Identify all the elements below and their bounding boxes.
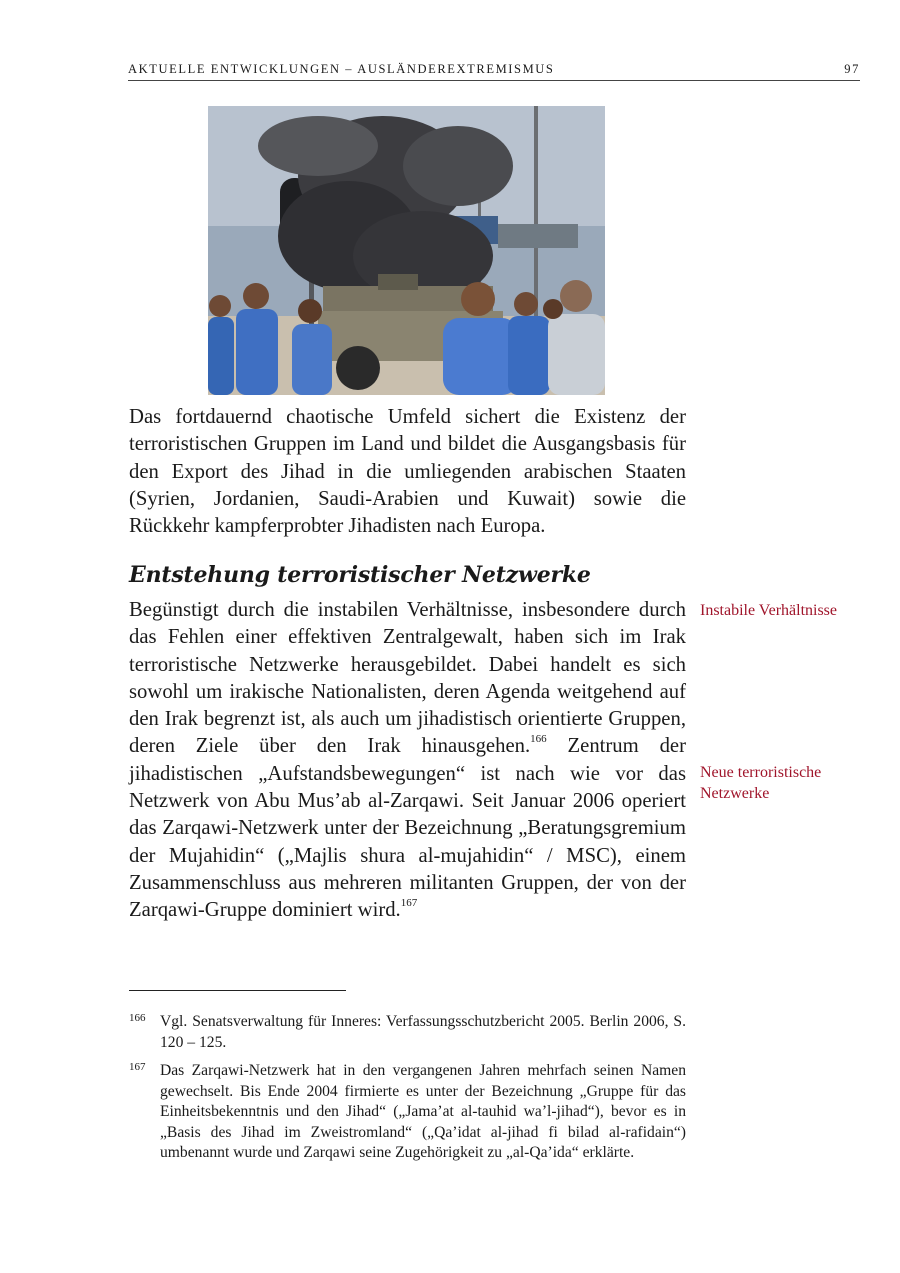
running-header <box>128 62 860 81</box>
footnote-ref-167[interactable]: 167 <box>400 897 418 910</box>
footnote-text: Das Zarqawi-Netzwerk hat in den vergangenen Jahren mehrfach seinen Namen gewechselt. Bis Ende 2004 firmierte es unter der Bezeichnung „Gruppe für das Einheitsbekenntnis und den Jihad“ („Jama’at al-tauhid wa’l-jihad“), bevor es in „Basis des Jihad im Zweistromland“ („Qa’idat al-jihad fi bilad al-rafidain“) umbenannt wurde und Zarqawi seine Zugehörigkeit zu „al-Qa’ida“ erklärte. <box>160 1062 686 1162</box>
news-photo-icon <box>208 106 605 395</box>
footnote-text: Vgl. Senatsverwaltung für Inneres: Verfassungsschutzbericht 2005. Berlin 2006, S. 120 – 125. <box>160 1013 686 1051</box>
footnote-number: 166 <box>129 1012 146 1024</box>
footnote-divider <box>129 990 346 991</box>
body-paragraph-2-part-1: Begünstigt durch die instabilen Verhältnisse, insbesondere durch das Fehlen einer effektiven Zentralgewalt, haben sich im Irak terroristische Netzwerke herausgebildet. Dabei handelt es sich sowohl um irakische Nationalisten, deren Agenda weitgehend auf den Irak begrenzt ist, als auch um jihadistisch orientierte Gruppen, deren Ziele über den Irak hinausgehen. <box>129 599 686 758</box>
news-photo <box>208 106 605 395</box>
section-heading: Entstehung terroristischer Netzwerke <box>129 562 591 588</box>
margin-note-netzwerke: Neue terroristische Netzwerke <box>700 764 822 802</box>
footnote-167 <box>129 1061 686 1164</box>
body-paragraph-2 <box>129 597 686 925</box>
running-title: AKTUELLE ENTWICKLUNGEN – AUSLÄNDEREXTREMISMUS <box>128 62 555 76</box>
body-paragraph-1: Das fortdauernd chaotische Umfeld sichert die Existenz der terroristischen Gruppen im Land und bildet die Ausgangsbasis für den Export des Jihad in die umliegenden arabischen Staaten (Syrien, Jordanien, Saudi-Arabien und Kuwait) sowie die Rückkehr kampferprobter Jihadisten nach Europa. <box>129 406 686 538</box>
page-number: 97 <box>844 62 860 76</box>
footnote-ref-166[interactable]: 166 <box>530 733 547 746</box>
body-paragraph-2-part-2: Zentrum der jihadistischen „Aufstandsbewegungen“ ist nach wie vor das Netzwerk von Abu Mus’ab al-Zarqawi. Seit Januar 2006 operiert das Zarqawi-Netzwerk unter der Bezeichnung „Beratungsgremium der Mujahidin“ („Majlis shura al-mujahidin“ / MSC), einem Zusammenschluss aus mehreren militanten Gruppen, der von der Zarqawi-Gruppe dominiert wird. <box>129 735 686 922</box>
margin-note-instabile: Instabile Verhältnisse <box>700 602 838 619</box>
footnote-number: 167 <box>129 1061 146 1073</box>
footnote-166 <box>129 1012 686 1053</box>
